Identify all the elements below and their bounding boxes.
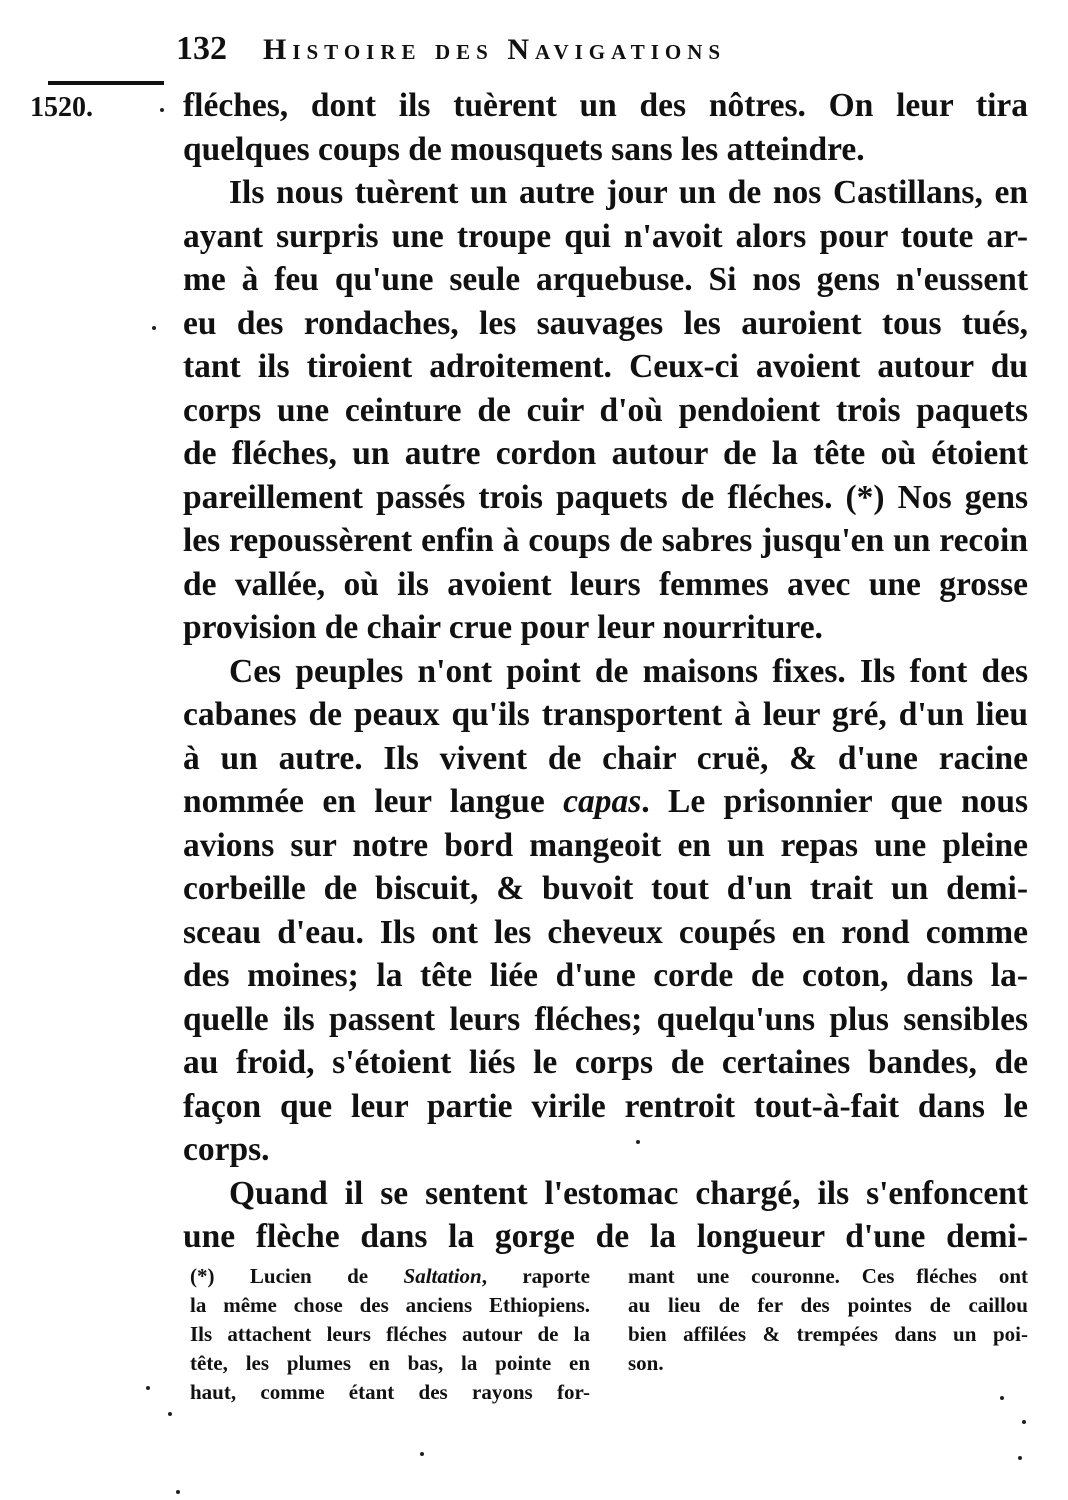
ink-speck — [420, 1452, 424, 1456]
text-line: sceau d'eau. Ils ont les cheveux coupés en rond comme — [183, 913, 1028, 951]
page-header — [176, 30, 946, 76]
text-line: Ces peuples n'ont point de maisons fixes. Ils font des — [229, 652, 1028, 690]
footnote-right-column — [628, 1262, 1028, 1407]
text-line: provision de chair crue pour leur nourriture. — [183, 609, 823, 646]
footnote-left-column — [190, 1262, 590, 1407]
text-line: Ils nous tuèrent un autre jour un de nos Castillans, en — [229, 174, 1028, 211]
text-line: ayant surpris une troupe qui n'avoit alors pour toute ar- — [183, 217, 1028, 255]
text-line: de vallée, où ils avoient leurs femmes avec une grosse — [183, 565, 1028, 603]
footnote — [190, 1262, 1028, 1407]
text-line: de fléches, un autre cordon autour de la tête où étoient — [183, 435, 1028, 472]
text-line: avions sur notre bord mangeoit en un repas une pleine — [183, 826, 1028, 864]
ink-speck — [146, 1386, 150, 1390]
ink-speck — [1000, 1396, 1004, 1400]
text-line: me à feu qu'une seule arquebuse. Si nos gens n'eussent — [183, 261, 1028, 298]
text-line: fléches, dont ils tuèrent un des nôtres. On leur tira — [183, 87, 1028, 124]
paragraph — [183, 650, 1028, 1172]
text-line: Quand il se sentent l'estomac chargé, ils s'enfoncent — [229, 1174, 1028, 1212]
page-number: 132 — [176, 30, 227, 67]
ink-speck — [636, 1140, 640, 1144]
ink-speck — [1022, 1420, 1026, 1424]
running-title: Histoire des Navigations — [263, 33, 727, 66]
footnote-line: (*) Lucien de Saltation, raporte — [190, 1264, 590, 1288]
text-line: une flèche dans la gorge de la longueur d'une demi- — [183, 1218, 1028, 1255]
footnote-line: haut, comme étant des rayons for- — [190, 1380, 590, 1404]
text-line: corps une ceinture de cuir d'où pendoient trois paquets — [183, 391, 1028, 429]
text-line: au froid, s'étoient liés le corps de certaines bandes, de — [183, 1044, 1028, 1081]
footnote-line: tête, les plumes en bas, la pointe en — [190, 1351, 590, 1375]
ink-speck — [160, 108, 164, 112]
footnote-line: la même chose des anciens Ethiopiens. — [190, 1293, 590, 1317]
ink-speck — [168, 1412, 172, 1416]
footnote-line: au lieu de fer des pointes de caillou — [628, 1293, 1028, 1317]
paragraph — [183, 1172, 1028, 1259]
main-text — [183, 84, 1028, 1259]
text-line: façon que leur partie virile rentroit tout-à-fait dans le — [183, 1087, 1028, 1125]
text-line: quelques coups de mousquets sans les atteindre. — [183, 130, 865, 168]
footnote-line: son. — [628, 1351, 664, 1375]
paragraph — [183, 171, 1028, 650]
ink-speck — [176, 1490, 180, 1494]
text-line: quelle ils passent leurs fléches; quelqu'uns plus sensibles — [183, 1000, 1028, 1038]
text-line: cabanes de peaux qu'ils transportent à leur gré, d'un lieu — [183, 696, 1028, 733]
text-line: nommée en leur langue capas. Le prisonnier que nous — [183, 783, 1028, 820]
text-line: eu des rondaches, les sauvages les auroient tous tués, — [183, 304, 1028, 342]
text-line: corps. — [183, 1131, 270, 1168]
margin-rule — [48, 81, 164, 85]
margin-year: 1520. — [30, 92, 93, 123]
text-line: des moines; la tête liée d'une corde de coton, dans la- — [183, 957, 1028, 994]
text-line: à un autre. Ils vivent de chair cruë, & d'une racine — [183, 739, 1028, 777]
text-line: tant ils tiroient adroitement. Ceux-ci avoient autour du — [183, 348, 1028, 385]
footnote-line: bien affilées & trempées dans un poi- — [628, 1322, 1028, 1346]
ink-speck — [1018, 1456, 1022, 1460]
text-line: les repoussèrent enfin à coups de sabres jusqu'en un recoin — [183, 522, 1028, 559]
ink-speck — [152, 326, 156, 330]
paragraph — [183, 84, 1028, 171]
footnote-line: mant une couronne. Ces fléches ont — [628, 1264, 1028, 1288]
text-line: corbeille de biscuit, & buvoit tout d'un trait un demi- — [183, 870, 1028, 907]
footnote-line: Ils attachent leurs fléches autour de la — [190, 1322, 590, 1346]
text-line: pareillement passés trois paquets de fléches. (*) Nos gens — [183, 478, 1028, 516]
